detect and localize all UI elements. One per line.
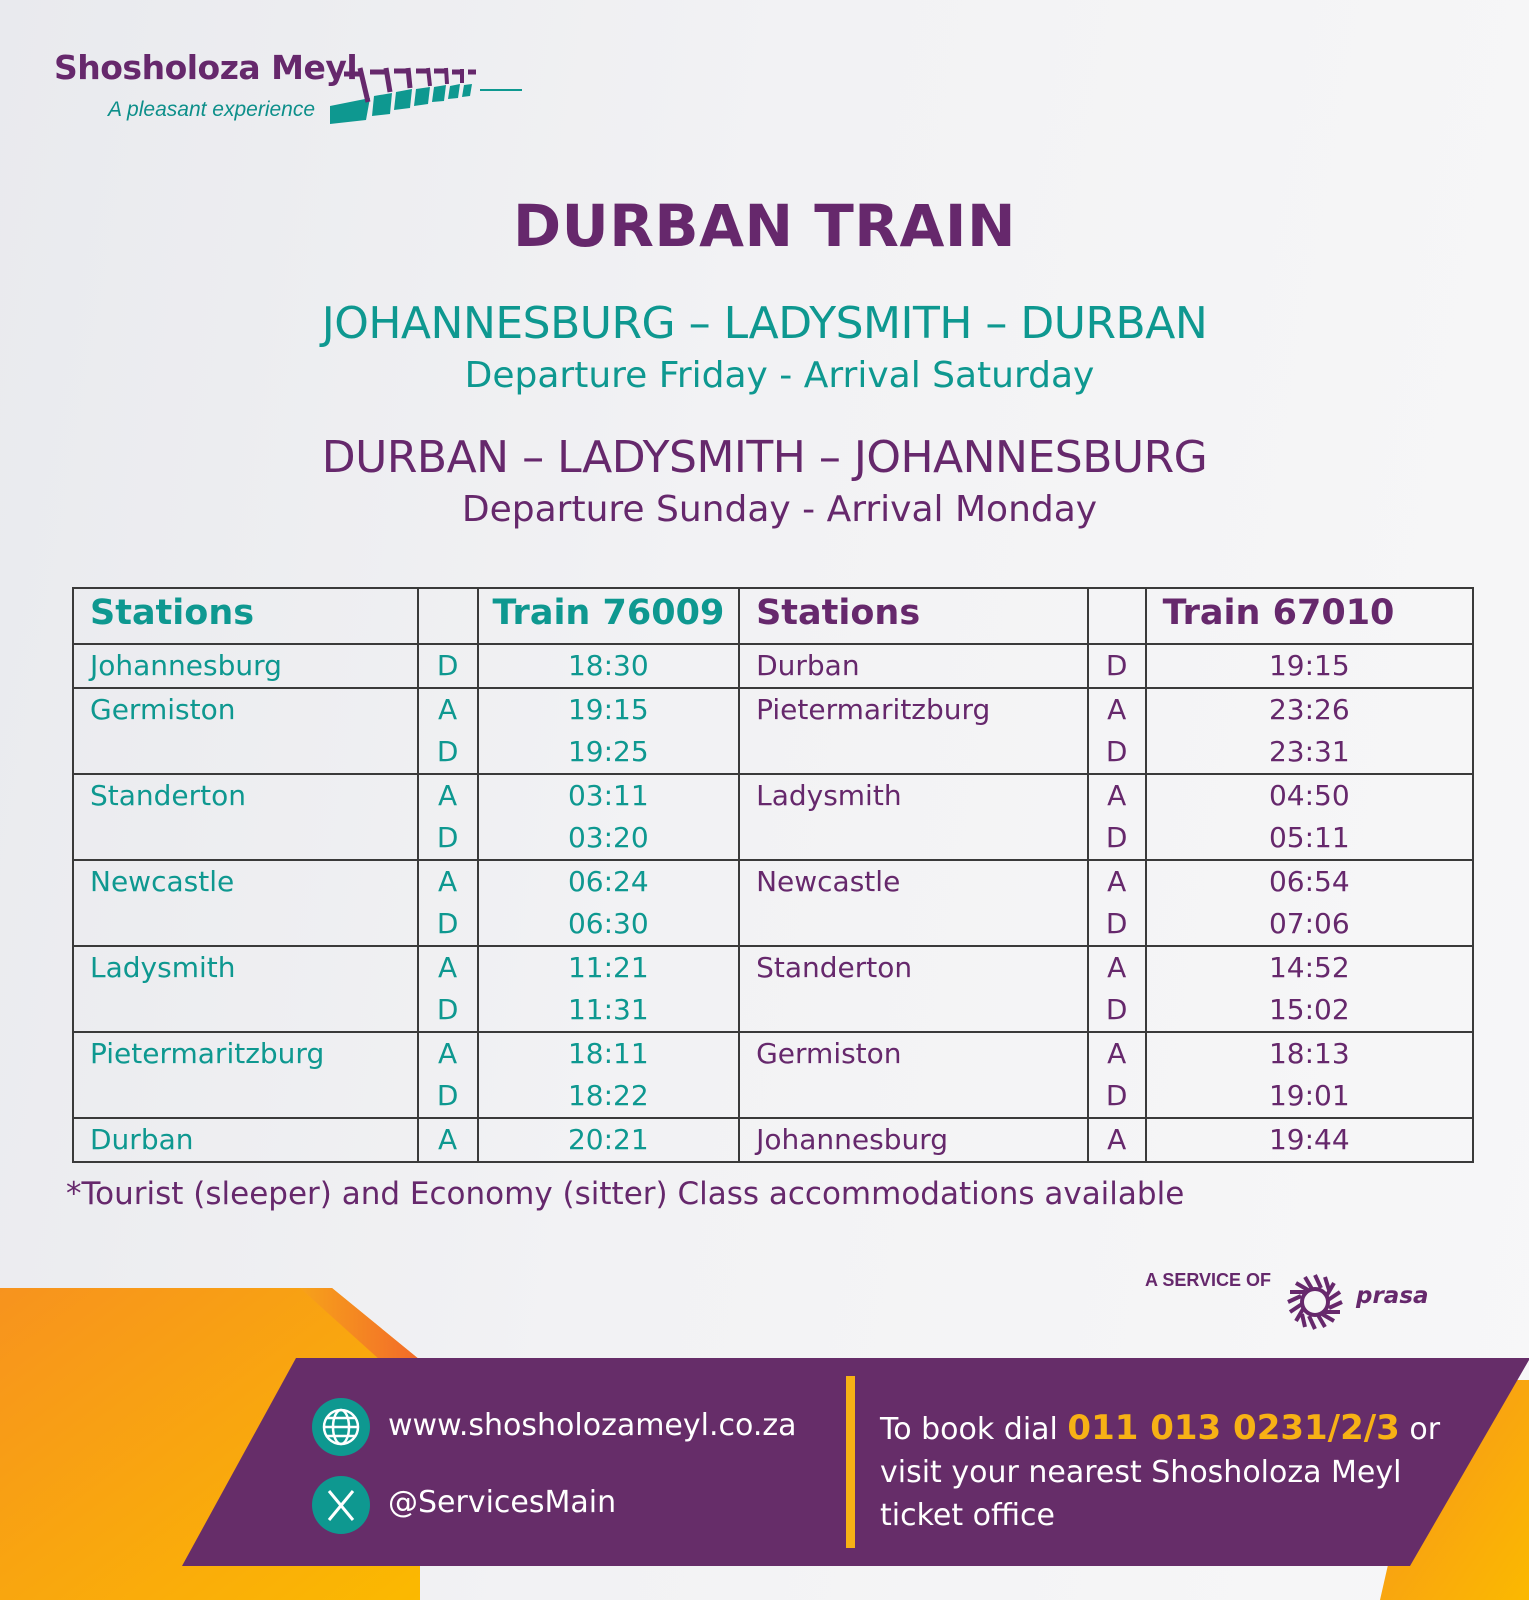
time-outbound-value: 06:24 bbox=[567, 865, 649, 898]
time-outbound-value: 20:21 bbox=[567, 1123, 649, 1156]
arr-dep-outbound-value: D bbox=[436, 649, 459, 682]
train-logo-icon bbox=[330, 62, 530, 124]
arr-dep-outbound-value: A bbox=[438, 779, 458, 812]
station-outbound-value: Standerton bbox=[90, 779, 247, 812]
arr-dep-return-value: D bbox=[1105, 993, 1128, 1026]
route-outbound-stations: JOHANNESBURG – LADYSMITH – DURBAN bbox=[321, 298, 1208, 349]
time-outbound bbox=[478, 946, 740, 1032]
arr-dep-outbound bbox=[418, 1032, 478, 1118]
brand-tagline: A pleasant experience bbox=[108, 98, 316, 121]
service-label: A SERVICE OF bbox=[1145, 1270, 1272, 1290]
header-stations-outbound: Stations bbox=[73, 588, 418, 644]
time-outbound-value: 06:30 bbox=[567, 907, 649, 940]
time-outbound-value: 03:20 bbox=[567, 821, 649, 854]
time-return-value: 07:06 bbox=[1268, 907, 1350, 940]
table-row bbox=[73, 774, 1473, 860]
time-outbound bbox=[478, 1032, 740, 1118]
arr-dep-return-value: D bbox=[1105, 821, 1128, 854]
arr-dep-return-value: D bbox=[1105, 649, 1128, 682]
arr-dep-outbound-value: A bbox=[438, 693, 458, 726]
time-return bbox=[1146, 860, 1473, 946]
x-logo-icon bbox=[312, 1476, 370, 1534]
page-title: DURBAN TRAIN bbox=[513, 192, 1016, 260]
station-return bbox=[739, 946, 1088, 1032]
arr-dep-return-value: A bbox=[1107, 693, 1127, 726]
station-return-value: Johannesburg bbox=[756, 1123, 949, 1156]
arr-dep-return bbox=[1088, 688, 1146, 774]
route-return-days: Departure Sunday - Arrival Monday bbox=[461, 489, 1098, 530]
station-outbound bbox=[73, 688, 418, 774]
time-return bbox=[1146, 1032, 1473, 1118]
time-outbound-value: 19:25 bbox=[567, 735, 649, 768]
arr-dep-return-value: D bbox=[1105, 907, 1128, 940]
arr-dep-outbound-value: D bbox=[436, 993, 459, 1026]
station-outbound-value: Johannesburg bbox=[90, 649, 282, 682]
time-return-value: 23:31 bbox=[1268, 735, 1350, 768]
globe-icon bbox=[312, 1398, 370, 1456]
header-ad-outbound bbox=[418, 588, 478, 644]
time-outbound-value: 18:22 bbox=[567, 1079, 649, 1112]
time-return-value: 14:52 bbox=[1268, 951, 1350, 984]
booking-phone[interactable]: 011 013 0231/2/3 bbox=[1067, 1408, 1400, 1448]
station-return bbox=[739, 644, 1088, 688]
route-return bbox=[0, 432, 1529, 530]
station-outbound bbox=[73, 1032, 418, 1118]
arr-dep-outbound-value: D bbox=[436, 1079, 459, 1112]
station-outbound-value: Durban bbox=[90, 1123, 194, 1156]
station-return-value: Durban bbox=[756, 649, 860, 682]
arr-dep-return bbox=[1088, 860, 1146, 946]
time-return-value: 23:26 bbox=[1268, 693, 1350, 726]
station-outbound-value: Germiston bbox=[90, 693, 236, 726]
time-outbound bbox=[478, 688, 740, 774]
arr-dep-outbound-value: D bbox=[436, 907, 459, 940]
station-return bbox=[739, 1032, 1088, 1118]
arr-dep-return bbox=[1088, 1118, 1146, 1162]
arr-dep-return bbox=[1088, 644, 1146, 688]
arr-dep-return-value: A bbox=[1107, 779, 1127, 812]
time-outbound-value: 11:31 bbox=[567, 993, 649, 1026]
station-return bbox=[739, 1118, 1088, 1162]
time-return-value: 19:44 bbox=[1268, 1123, 1350, 1156]
arr-dep-return-value: D bbox=[1105, 1079, 1128, 1112]
table-row bbox=[73, 644, 1473, 688]
arr-dep-outbound-value: A bbox=[438, 1123, 458, 1156]
header-train-outbound: Train 76009 bbox=[478, 588, 740, 644]
time-outbound bbox=[478, 1118, 740, 1162]
table-row bbox=[73, 1118, 1473, 1162]
station-return bbox=[739, 860, 1088, 946]
time-outbound-value: 18:11 bbox=[567, 1037, 649, 1070]
header-train-return: Train 67010 bbox=[1146, 588, 1473, 644]
time-return-value: 15:02 bbox=[1268, 993, 1350, 1026]
brand-name: Shosholoza Meyl bbox=[54, 48, 358, 87]
time-return-value: 06:54 bbox=[1268, 865, 1350, 898]
website-link[interactable]: www.shosholozameyl.co.za bbox=[388, 1408, 797, 1443]
arr-dep-return-value: A bbox=[1107, 951, 1127, 984]
arr-dep-return-value: A bbox=[1107, 1123, 1127, 1156]
time-outbound-value: 19:15 bbox=[567, 693, 649, 726]
arr-dep-return-value: A bbox=[1107, 1037, 1127, 1070]
time-return-value: 04:50 bbox=[1268, 779, 1350, 812]
x-handle-link[interactable]: @ServicesMain bbox=[388, 1485, 617, 1520]
table-row bbox=[73, 688, 1473, 774]
booking-suffix: or visit your nearest Shosholoza Meyl ticket office bbox=[880, 1412, 1441, 1533]
time-outbound bbox=[478, 644, 740, 688]
station-return bbox=[739, 774, 1088, 860]
arr-dep-return-value: D bbox=[1105, 735, 1128, 768]
header-stations-return: Stations bbox=[739, 588, 1088, 644]
time-return bbox=[1146, 946, 1473, 1032]
time-return bbox=[1146, 644, 1473, 688]
time-outbound-value: 18:30 bbox=[567, 649, 649, 682]
arr-dep-outbound bbox=[418, 860, 478, 946]
arr-dep-outbound-value: A bbox=[438, 1037, 458, 1070]
arr-dep-return-value: A bbox=[1107, 865, 1127, 898]
station-return-value: Pietermaritzburg bbox=[756, 693, 991, 726]
time-return-value: 19:15 bbox=[1268, 649, 1350, 682]
time-outbound-value: 11:21 bbox=[567, 951, 649, 984]
time-outbound-value: 03:11 bbox=[567, 779, 649, 812]
station-return-value: Newcastle bbox=[756, 865, 901, 898]
prasa-wordmark: prasa bbox=[1356, 1283, 1429, 1309]
route-outbound-days: Departure Friday - Arrival Saturday bbox=[464, 355, 1095, 396]
footer-divider bbox=[846, 1376, 855, 1548]
station-outbound-value: Newcastle bbox=[90, 865, 235, 898]
arr-dep-outbound bbox=[418, 688, 478, 774]
table-row bbox=[73, 946, 1473, 1032]
station-return-value: Germiston bbox=[756, 1037, 902, 1070]
brand-logo bbox=[54, 48, 357, 87]
station-outbound-value: Pietermaritzburg bbox=[90, 1037, 325, 1070]
station-outbound bbox=[73, 1118, 418, 1162]
arr-dep-outbound-value: A bbox=[438, 951, 458, 984]
arr-dep-outbound bbox=[418, 946, 478, 1032]
arr-dep-outbound-value: D bbox=[436, 821, 459, 854]
station-return bbox=[739, 688, 1088, 774]
table-row bbox=[73, 1032, 1473, 1118]
arr-dep-outbound bbox=[418, 644, 478, 688]
arr-dep-return bbox=[1088, 946, 1146, 1032]
station-outbound bbox=[73, 774, 418, 860]
arr-dep-outbound-value: D bbox=[436, 735, 459, 768]
station-return-value: Ladysmith bbox=[756, 779, 902, 812]
time-outbound bbox=[478, 774, 740, 860]
time-return-value: 19:01 bbox=[1268, 1079, 1350, 1112]
station-outbound bbox=[73, 946, 418, 1032]
arr-dep-return bbox=[1088, 774, 1146, 860]
booking-prefix: To book dial bbox=[880, 1412, 1068, 1447]
station-outbound bbox=[73, 860, 418, 946]
route-return-stations: DURBAN – LADYSMITH – JOHANNESBURG bbox=[321, 432, 1208, 483]
booking-info bbox=[880, 1407, 1480, 1537]
time-return-value: 05:11 bbox=[1268, 821, 1350, 854]
time-return-value: 18:13 bbox=[1268, 1037, 1350, 1070]
arr-dep-return bbox=[1088, 1032, 1146, 1118]
arr-dep-outbound-value: A bbox=[438, 865, 458, 898]
arr-dep-outbound bbox=[418, 1118, 478, 1162]
time-return bbox=[1146, 774, 1473, 860]
time-return bbox=[1146, 688, 1473, 774]
station-outbound bbox=[73, 644, 418, 688]
route-outbound bbox=[0, 298, 1529, 396]
timetable bbox=[72, 587, 1474, 1163]
table-row bbox=[73, 860, 1473, 946]
accommodation-note: *Tourist (sleeper) and Economy (sitter) Class accommodations available bbox=[66, 1176, 1185, 1212]
station-outbound-value: Ladysmith bbox=[90, 951, 236, 984]
time-outbound bbox=[478, 860, 740, 946]
header-ad-return bbox=[1088, 588, 1146, 644]
arr-dep-outbound bbox=[418, 774, 478, 860]
station-return-value: Standerton bbox=[756, 951, 913, 984]
time-return bbox=[1146, 1118, 1473, 1162]
